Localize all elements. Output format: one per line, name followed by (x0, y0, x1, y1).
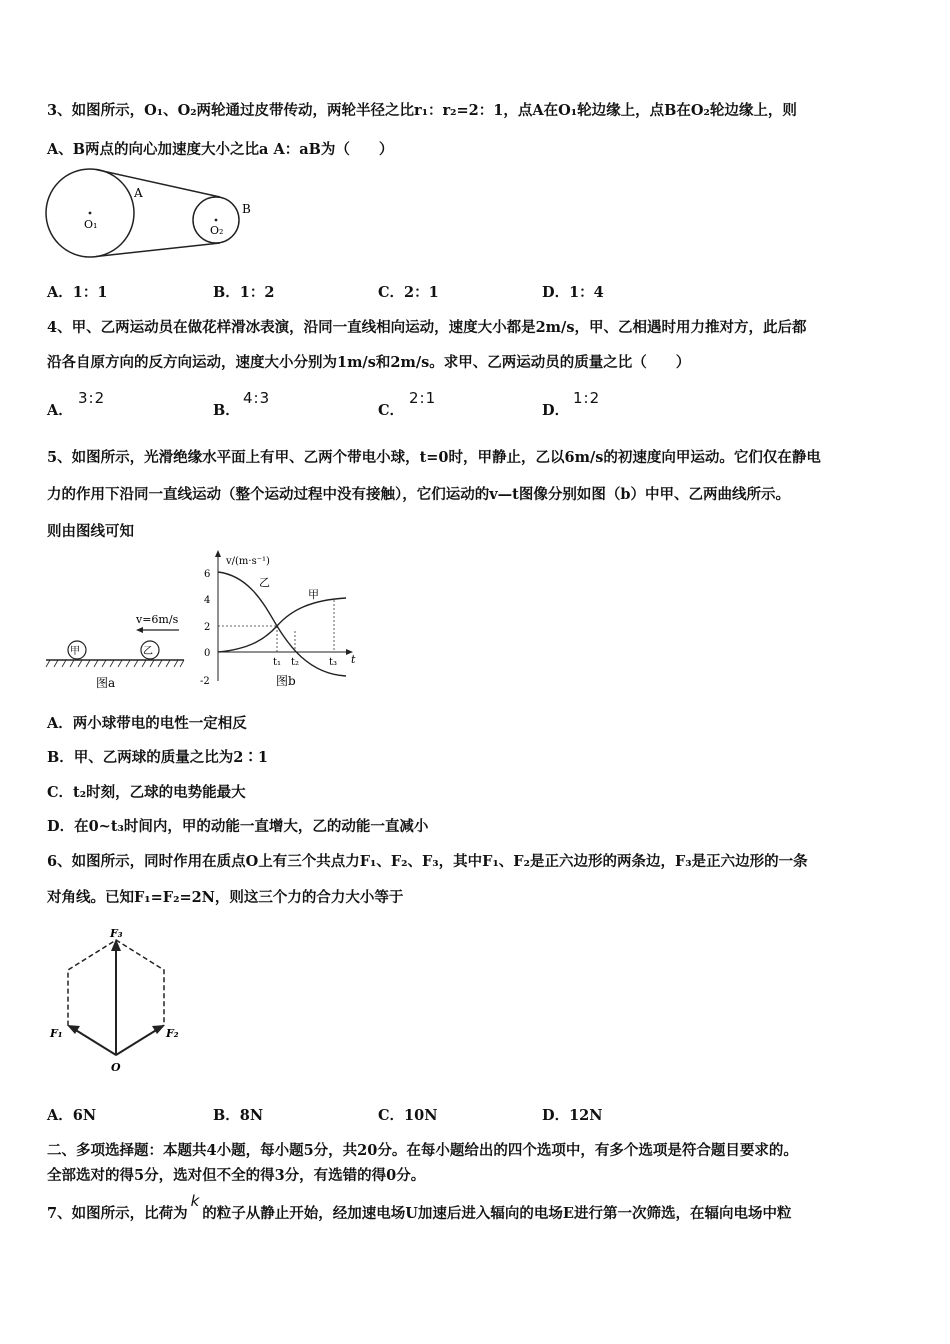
curve-yi-label: 乙 (259, 576, 270, 589)
q4-option-b-ratio: 4:3 (243, 389, 271, 407)
q6-option-b[interactable]: B．8N (213, 1107, 264, 1124)
label-o2: O₂ (210, 224, 224, 237)
section2-heading: 二、多项选择题：本题共4小题，每小题5分，共20分。在每小题给出的四个选项中，有多个选项是符合题目要求的。 (47, 1142, 798, 1159)
q7-stem-line1 (47, 1192, 792, 1224)
q4-option-a-ratio: 3:2 (78, 389, 106, 407)
section2-scoring: 全部选对的得5分，选对但不全的得3分，有选错的得0分。 (47, 1167, 426, 1184)
q4-option-b-label: B． (213, 402, 240, 419)
label-b: B (242, 202, 251, 216)
label-f1: F₁ (50, 1027, 63, 1040)
q7-prefix: 7、如图所示，比荷为 (47, 1205, 188, 1222)
q3-option-d[interactable]: D．1：4 (542, 284, 604, 301)
fig-b-ttick-1: t₁ (273, 657, 282, 668)
fig-a-caption: 图a (96, 676, 116, 690)
fig-a-velocity-label: v=6m/s (136, 613, 179, 626)
fig-b-t-label: t (351, 653, 356, 666)
fig-b-ttick-3: t₃ (329, 657, 338, 668)
q6-hexagon-figure (44, 925, 194, 1075)
q6-stem-line2: 对角线。已知F₁=F₂=2N，则这三个力的合力大小等于 (47, 889, 404, 906)
force-f1-arrow (74, 1029, 116, 1055)
fig-b-caption: 图b (276, 674, 296, 688)
fig-a-ground-hatch (46, 660, 184, 667)
q3-stem-line2: A、B两点的向心加速度大小之比a A：aB为（ ） (47, 141, 394, 158)
label-a: A (134, 186, 143, 200)
fig-b-ttick-2: t₂ (291, 657, 300, 668)
q3-option-c[interactable]: C．2：1 (378, 284, 439, 301)
fig-b-v-arrow (215, 550, 221, 557)
fig-b-ylabel: v/(m·s⁻¹) (226, 556, 270, 567)
q3-option-b[interactable]: B．1：2 (213, 284, 275, 301)
curve-jia-label: 甲 (308, 588, 319, 601)
label-o1: O₁ (84, 218, 98, 231)
belt-top (96, 170, 220, 198)
center-o2-dot (215, 219, 218, 222)
fig-b-ytick-6: 6 (204, 569, 211, 580)
q7-suffix: 的粒子从静止开始，经加速电场U加速后进入辐向的电场E进行第一次筛选，在辐向电场中粒 (202, 1205, 792, 1222)
q4-option-a-label: A． (47, 402, 73, 419)
ball-jia-label: 甲 (70, 646, 80, 657)
q3-stem-line1: 3、如图所示，O₁、O₂两轮通过皮带传动，两轮半径之比r₁：r₂=2：1，点A在O₁轮边缘上，点B在O₂轮边缘上，则 (47, 102, 797, 119)
q4-option-a[interactable] (47, 401, 73, 421)
center-o1-dot (89, 212, 92, 215)
curve-jia (218, 598, 346, 652)
q4-option-d[interactable] (542, 401, 569, 421)
q5-stem-line3: 则由图线可知 (47, 523, 134, 540)
q6-option-a[interactable]: A．6N (47, 1107, 97, 1124)
force-f2-arrow (116, 1029, 158, 1055)
q5-option-b[interactable]: B．甲、乙两球的质量之比为2∶1 (47, 749, 268, 766)
curve-yi (218, 572, 346, 676)
label-o: O (111, 1061, 121, 1074)
fig-b-ytick-0: 0 (204, 648, 211, 659)
q5-option-a[interactable]: A．两小球带电的电性一定相反 (47, 715, 247, 732)
q5-option-c[interactable]: C．t₂时刻，乙球的电势能最大 (47, 784, 246, 801)
q6-stem-line1: 6、如图所示，同时作用在质点O上有三个共点力F₁、F₂、F₃，其中F₁、F₂是正六边形的两条边，F₃是正六边形的一条 (47, 853, 808, 870)
q4-option-d-label: D． (542, 402, 570, 419)
q3-option-a[interactable]: A．1：1 (47, 284, 108, 301)
q4-option-d-ratio: 1:2 (573, 389, 601, 407)
force-f3-head (111, 939, 121, 951)
q4-option-c-label: C． (378, 402, 405, 419)
q5-stem-line2: 力的作用下沿同一直线运动（整个运动过程中没有接触），它们运动的v—t图像分别如图（b）中甲、乙两曲线所示。 (47, 486, 791, 503)
q5-figure-a (44, 605, 190, 695)
label-f3: F₃ (110, 927, 123, 940)
q4-stem-line2: 沿各自原方向的反方向运动，速度大小分别为1m/s和2m/s。求甲、乙两运动员的质量之比（ ） (47, 354, 691, 371)
q6-option-d[interactable]: D．12N (542, 1107, 603, 1124)
ball-yi-label: 乙 (143, 646, 153, 657)
q5-stem-line1: 5、如图所示，光滑绝缘水平面上有甲、乙两个带电小球，t=0时，甲静止，乙以6m/s的初速度向甲运动。它们仅在静电 (47, 449, 821, 466)
q3-pulley-figure (44, 165, 264, 265)
q5-figure-b (196, 548, 366, 693)
fig-b-ytick-4: 4 (204, 595, 211, 606)
label-f2: F₂ (166, 1027, 179, 1040)
q4-stem-line1: 4、甲、乙两运动员在做花样滑冰表演，沿同一直线相向运动，速度大小都是2m/s，甲、乙相遇时用力推对方，此后都 (47, 319, 807, 336)
fig-b-ytick-neg2: -2 (200, 676, 210, 687)
q5-option-d[interactable]: D．在0~t₃时间内，甲的动能一直增大，乙的动能一直减小 (47, 818, 429, 835)
q7-k: k (190, 1192, 200, 1210)
q4-option-b[interactable] (213, 401, 240, 421)
q4-option-c-ratio: 2:1 (409, 389, 437, 407)
fig-b-ytick-2: 2 (204, 622, 211, 633)
q6-option-c[interactable]: C．10N (378, 1107, 438, 1124)
fig-a-arrowhead (136, 627, 143, 633)
q4-option-c[interactable] (378, 401, 404, 421)
